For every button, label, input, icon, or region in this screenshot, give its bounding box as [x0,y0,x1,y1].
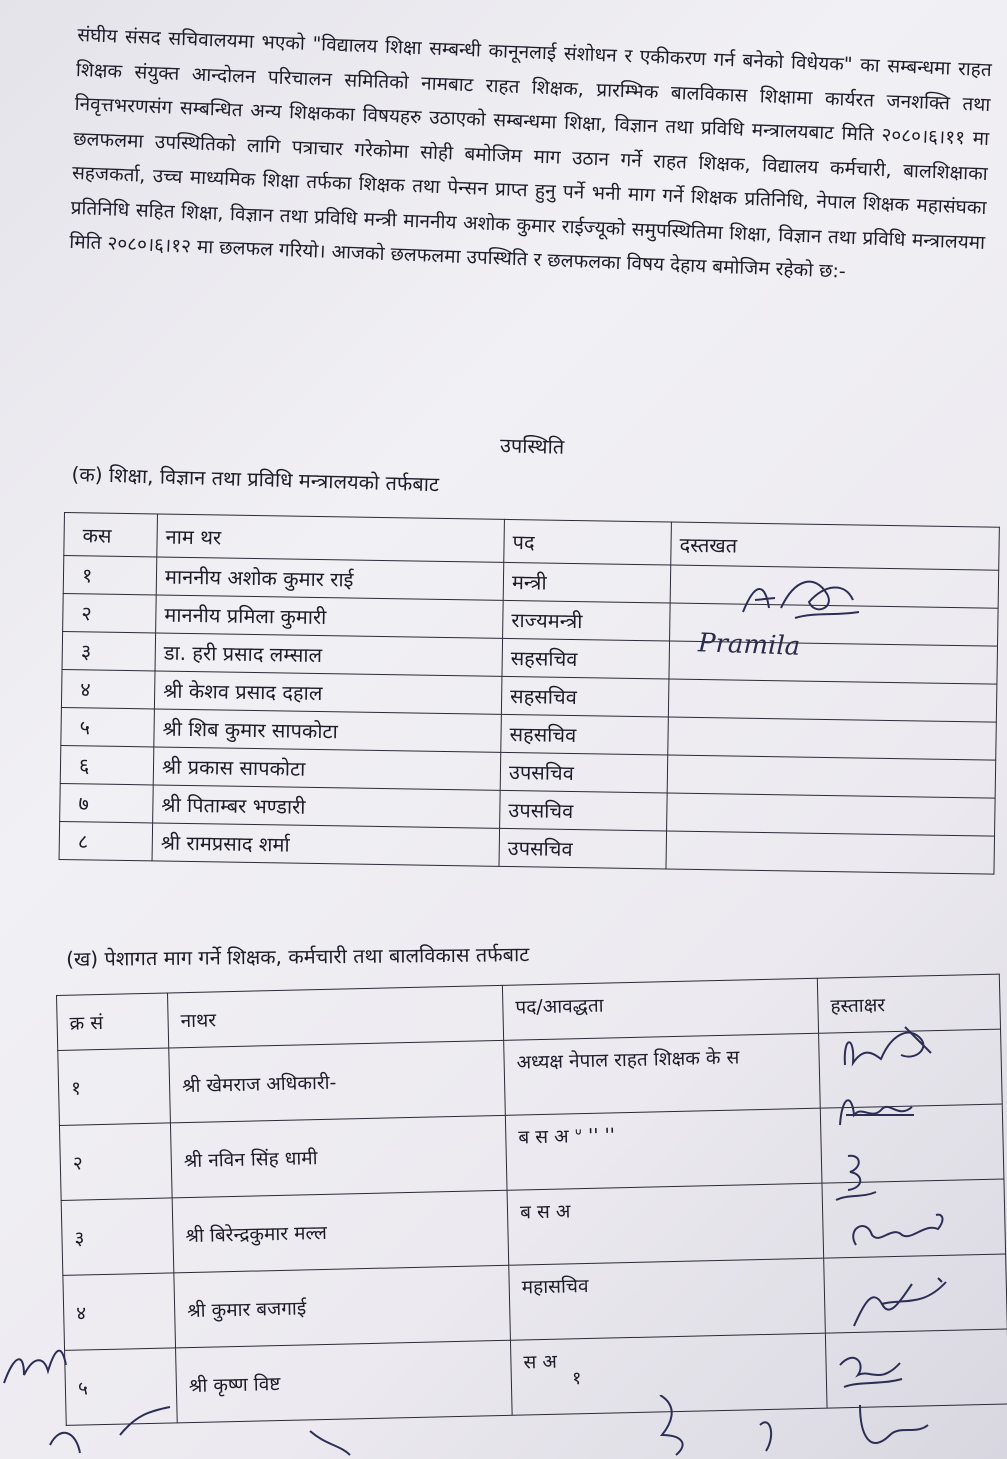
row-num: ५ [61,707,155,746]
row-name: श्री पिताम्बर भण्डारी [153,785,501,828]
row-signature [668,717,997,760]
row-signature [668,679,997,722]
signature-1 [835,1015,945,1085]
row-num: ४ [63,1273,176,1350]
row-name: श्री प्रकास सापकोटा [153,747,501,790]
row-name: श्री बिरेन्द्रकुमार मल्ल [172,1190,509,1273]
row-name: श्री रामप्रसाद शर्मा [152,823,500,866]
row-num: ३ [61,1198,174,1275]
row-signature [667,793,996,836]
signature-4 [842,1205,952,1265]
page-number: १ [572,1368,582,1389]
row-post: महासचिव [509,1258,826,1340]
row-name: श्री नविन सिंह धामी [170,1115,507,1198]
pramila-signature: Pramila [697,628,801,662]
row-num: ६ [60,745,154,784]
row-num: ४ [61,669,155,708]
row-post: राज्यमन्त्री [503,600,671,641]
ministry-attendance-table [59,512,1000,875]
row-num: १ [63,556,157,595]
row-post: उपसचिव [500,790,668,831]
minister-signature [735,572,865,632]
header-num: क्र सं [57,993,169,1051]
row-post: सहसचिव [501,714,669,755]
row-name: डा. हरी प्रसाद लम्साल [155,633,503,676]
section-a-title: (क) शिक्षा, विज्ञान तथा प्रविधि मन्त्रालयको तर्फबाट [71,461,440,497]
row-name: श्री कृष्ण विष्ट [176,1340,513,1423]
row-num: ३ [62,631,156,670]
row-signature [666,831,995,874]
signature-3 [828,1148,888,1208]
signature-6 [830,1345,910,1395]
bottom-signatures [40,1395,1000,1459]
row-post: ब स अ [507,1183,824,1265]
row-post: मन्त्री [503,562,671,603]
intro-paragraph: संघीय संसद सचिवालयमा भएको "विद्यालय शिक्षा सम्बन्धी कानूनलाई संशोधन र एकीकरण गर्न बनेको विधेयक" का सम्बन्धमा राहत शिक्षक संयुक्त आन्दोलन परिचालन समितिको नामबाट राहत शिक्षक, प्रारम्भिक बालविकास शिक्षामा कार्यरत जनशक्ति तथा निवृत्तभरणसंग सम्बन्धित अन्य शिक्षकका विषयहरु उठाएको सम्बन्धमा शिक्षा, विज्ञान तथा प्रविधि मन्त्रालयबाट मिति २०८०।६।११ मा छलफलमा उपस्थितिको लागि पत्राचार गरेकोमा सोही बमोजिम माग उठान गर्ने राहत शिक्षक, विद्यालय कर्मचारी, बालशिक्षाका सहजकर्ता, उच्च माध्यमिक शिक्षा तर्फका शिक्षक तथा पेन्सन प्राप्त हुनु पर्ने भनी माग गर्ने शिक्षक प्रतिनिधि, नेपाल शिक्षक महासंघका प्रतिनिधि सहित शिक्षा, विज्ञान तथा प्रविधि मन्त्री माननीय अशोक कुमार राईज्यूको समुपस्थितिमा शिक्षा, विज्ञान तथा प्रविधि मन्त्रालयमा मिति २०८०।६।१२ मा छलफल गरियो। आजको छलफलमा उपस्थिति र छलफलका विषय देहाय बमोजिम रहेको छ:- [68,23,993,283]
header-signature: दस्तखत [671,522,1000,570]
row-name: श्री शिब कुमार सापकोटा [154,709,502,752]
row-post: ब स अ ᐡ '' '' [505,1108,822,1190]
row-post: सहसचिव [501,676,669,717]
row-num: १ [58,1048,171,1125]
row-post: स अ [510,1333,827,1415]
row-signature [667,755,996,798]
row-num: ७ [60,783,154,822]
header-post: पद/आवद्धता [502,978,818,1040]
signature-2 [832,1085,922,1135]
section-b-title: (ख) पेशागत माग गर्ने शिक्षक, कर्मचारी तथा बालविकास तर्फबाट [66,942,530,971]
row-name: श्री खेमराज अधिकारी- [169,1040,506,1123]
header-signature: हस्ताक्षर [817,974,1000,1033]
attendance-heading: उपस्थिति [499,433,565,459]
row-name: श्री केशव प्रसाद दहाल [154,671,502,714]
row-post: अध्यक्ष नेपाल राहत शिक्षक के स [504,1033,821,1115]
row-num: ८ [59,821,153,860]
row-post: उपसचिव [499,828,667,869]
header-num: कस [64,513,158,557]
row-post: उपसचिव [500,752,668,793]
row-num: ५ [65,1348,178,1425]
row-num: २ [63,593,157,632]
header-post: पद [504,519,672,565]
row-name: माननीय प्रमिला कुमारी [156,595,504,638]
header-name: नाम थर [157,514,505,562]
row-name: माननीय अशोक कुमार राई [156,557,504,600]
row-post: सहसचिव [502,638,670,679]
signature-5 [842,1268,962,1338]
margin-signature [0,1335,70,1395]
header-name: नाथर [167,985,503,1048]
row-name: श्री कुमार बजगाई [174,1265,511,1348]
row-num: २ [59,1123,172,1200]
